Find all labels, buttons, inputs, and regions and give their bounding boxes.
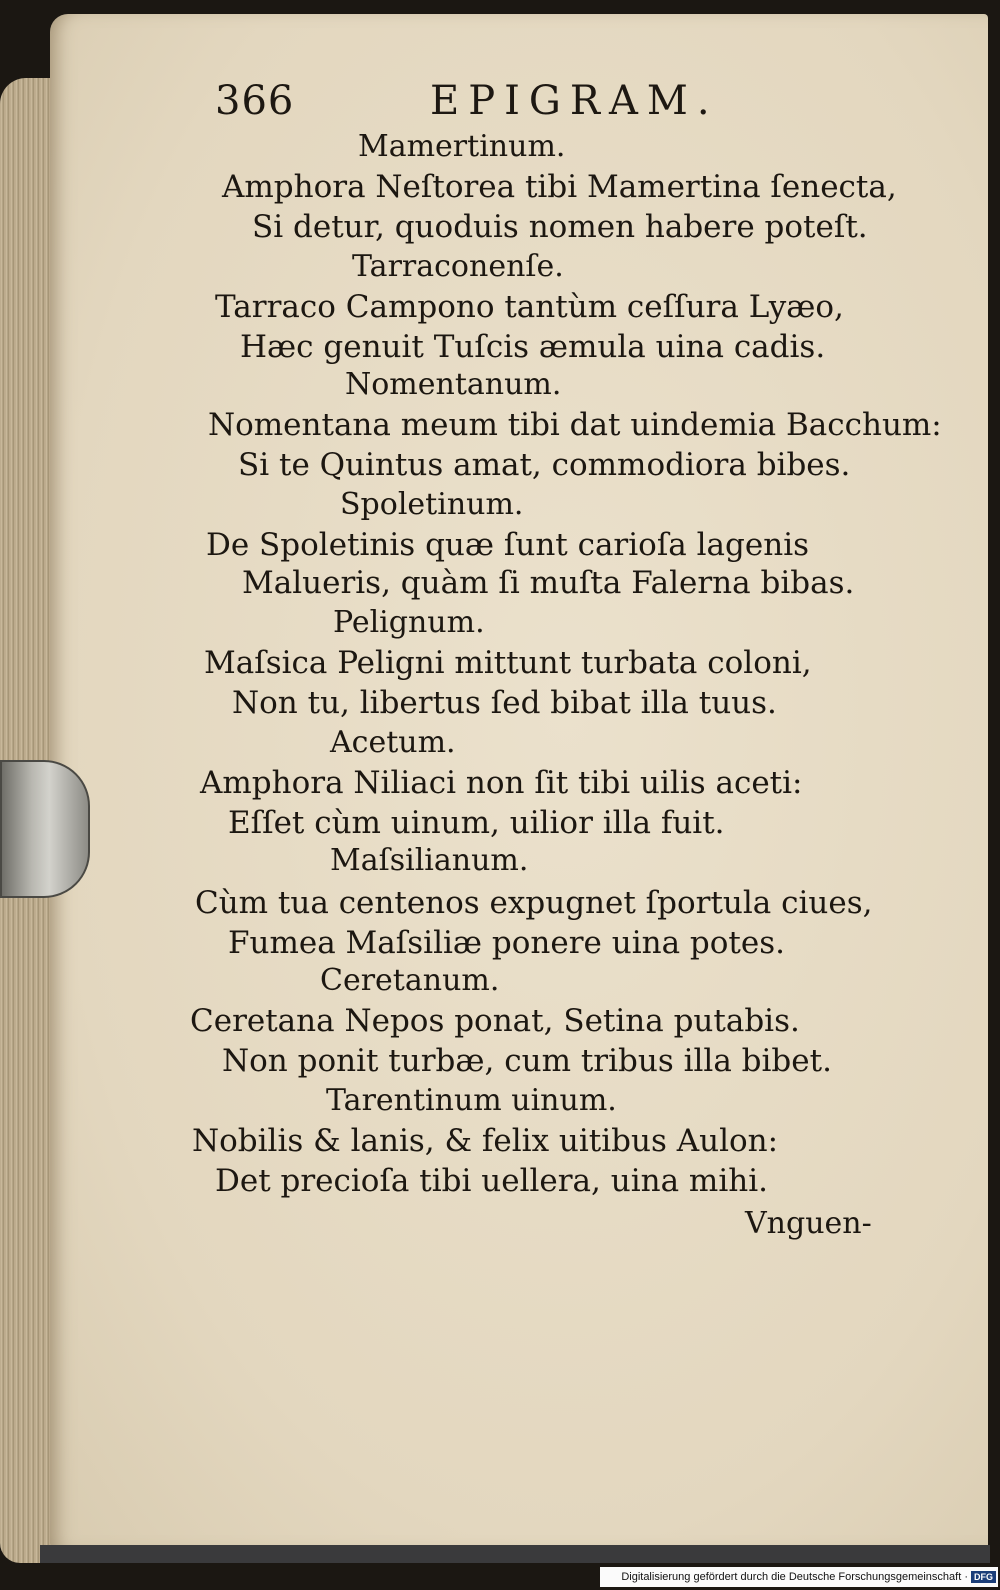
epigram-title: Maſsilianum. — [330, 843, 529, 878]
epigram-title: Tarraconenſe. — [352, 249, 564, 284]
epigram-title: Tarentinum uinum. — [326, 1083, 617, 1118]
verse-line: Si te Quintus amat, commodiora bibes. — [238, 447, 851, 483]
epigram-title: Mamertinum. — [358, 129, 566, 164]
epigram-title: Ceretanum. — [320, 963, 500, 998]
dfg-logo: DFG — [971, 1571, 996, 1583]
page-header — [215, 78, 775, 128]
epigram-title: Pelignum. — [333, 605, 485, 640]
verse-line: Non ponit turbæ, cum tribus illa bibet. — [222, 1043, 832, 1079]
verse-line: Eſſet cùm uinum, uilior illa fuit. — [228, 805, 725, 841]
verse-line: Tarraco Campono tantùm ceſſura Lyæo, — [215, 289, 844, 325]
verse-line: Fumea Maſsiliæ ponere uina potes. — [228, 925, 785, 961]
verse-line: Det precioſa tibi uellera, uina mihi. — [215, 1163, 768, 1199]
verse-line: Nobilis & lanis, & felix uitibus Aulon: — [192, 1123, 779, 1159]
epigram-title: Acetum. — [330, 725, 456, 760]
verse-line: Nomentana meum tibi dat uindemia Bacchum: — [208, 407, 942, 443]
credit-text: Digitalisierung gefördert durch die Deutsche Forschungsgemeinschaft · — [621, 1571, 968, 1583]
verse-line: Maſsica Peligni mittunt turbata coloni, — [204, 645, 812, 681]
verse-line: Cùm tua centenos expugnet ſportula ciues, — [195, 885, 873, 921]
verse-line: Non tu, libertus ſed bibat illa tuus. — [232, 685, 777, 721]
epigram-title: Nomentanum. — [345, 367, 562, 402]
scan-bottom-strip — [40, 1545, 990, 1563]
catchword: Vnguen- — [745, 1206, 872, 1241]
verse-line: Ceretana Nepos ponat, Setina putabis. — [190, 1003, 800, 1039]
verse-line: Hæc genuit Tuſcis æmula uina cadis. — [240, 329, 826, 365]
epigram-title: Spoletinum. — [340, 487, 524, 522]
verse-line: Malueris, quàm ſi muſta Falerna bibas. — [242, 565, 855, 601]
page-clip — [0, 760, 90, 898]
verse-line: Si detur, quoduis nomen habere poteſt. — [252, 209, 868, 245]
digitization-credit — [600, 1567, 998, 1587]
running-head: EPIGRAM. — [430, 78, 719, 124]
verse-line: Amphora Neſtorea tibi Mamertina ſenecta, — [222, 169, 897, 205]
verse-line: De Spoletinis quæ ſunt carioſa lagenis — [206, 527, 810, 563]
verse-line: Amphora Niliaci non ſit tibi uilis aceti: — [200, 765, 803, 801]
page-number: 366 — [215, 78, 295, 124]
